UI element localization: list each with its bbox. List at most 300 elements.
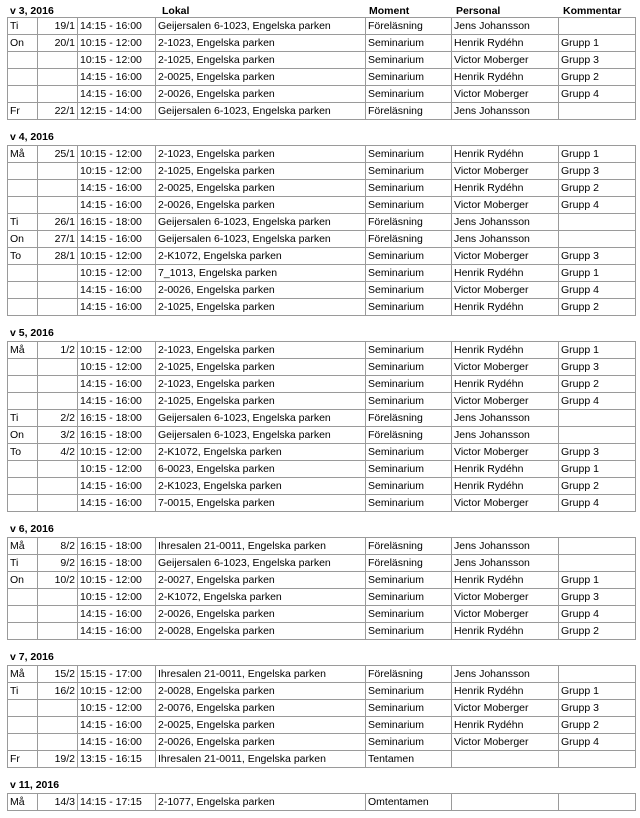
time-cell: 10:15 - 12:00: [78, 248, 156, 265]
moment-cell: Seminarium: [366, 265, 452, 282]
room-cell: 2-0026, Engelska parken: [156, 606, 366, 623]
room-cell: 2-1023, Engelska parken: [156, 376, 366, 393]
personal-cell: Henrik Rydéhn: [452, 623, 559, 640]
moment-cell: Föreläsning: [366, 103, 452, 120]
date-cell: 8/2: [38, 538, 78, 555]
room-cell: Geijersalen 6-1023, Engelska parken: [156, 231, 366, 248]
comment-cell: [559, 231, 636, 248]
moment-cell: Seminarium: [366, 35, 452, 52]
day-cell: Ti: [8, 18, 38, 35]
comment-cell: Grupp 4: [559, 495, 636, 512]
comment-cell: Grupp 3: [559, 52, 636, 69]
time-cell: 15:15 - 17:00: [78, 666, 156, 683]
comment-cell: Grupp 2: [559, 376, 636, 393]
date-cell: [38, 265, 78, 282]
date-cell: [38, 376, 78, 393]
date-cell: 22/1: [38, 103, 78, 120]
personal-cell: Henrik Rydéhn: [452, 299, 559, 316]
day-cell: Ti: [8, 214, 38, 231]
moment-cell: Seminarium: [366, 623, 452, 640]
room-cell: 2-1025, Engelska parken: [156, 359, 366, 376]
table-row: [8, 69, 636, 86]
table-row: [8, 342, 636, 359]
time-cell: 10:15 - 12:00: [78, 35, 156, 52]
time-cell: 16:15 - 18:00: [78, 214, 156, 231]
time-cell: 14:15 - 16:00: [78, 717, 156, 734]
table-row: [8, 751, 636, 768]
date-cell: [38, 461, 78, 478]
date-cell: [38, 86, 78, 103]
table-row: [8, 18, 636, 35]
header-moment: Moment: [369, 5, 410, 17]
room-cell: 7-0015, Engelska parken: [156, 495, 366, 512]
comment-cell: [559, 103, 636, 120]
date-cell: 25/1: [38, 146, 78, 163]
time-cell: 14:15 - 16:00: [78, 606, 156, 623]
comment-cell: Grupp 2: [559, 478, 636, 495]
moment-cell: Seminarium: [366, 393, 452, 410]
moment-cell: Tentamen: [366, 751, 452, 768]
personal-cell: Victor Moberger: [452, 197, 559, 214]
personal-cell: Victor Moberger: [452, 495, 559, 512]
date-cell: 16/2: [38, 683, 78, 700]
time-cell: 10:15 - 12:00: [78, 342, 156, 359]
personal-cell: Jens Johansson: [452, 18, 559, 35]
room-cell: 2-1023, Engelska parken: [156, 342, 366, 359]
time-cell: 10:15 - 12:00: [78, 163, 156, 180]
time-cell: 10:15 - 12:00: [78, 52, 156, 69]
comment-cell: Grupp 3: [559, 700, 636, 717]
table-row: [8, 700, 636, 717]
personal-cell: Victor Moberger: [452, 589, 559, 606]
day-cell: Ti: [8, 555, 38, 572]
personal-cell: Henrik Rydéhn: [452, 69, 559, 86]
moment-cell: Seminarium: [366, 197, 452, 214]
table-row: [8, 282, 636, 299]
time-cell: 10:15 - 12:00: [78, 146, 156, 163]
table-row: [8, 214, 636, 231]
day-cell: [8, 606, 38, 623]
day-cell: Må: [8, 794, 38, 811]
personal-cell: Jens Johansson: [452, 538, 559, 555]
time-cell: 14:15 - 16:00: [78, 231, 156, 248]
day-cell: [8, 359, 38, 376]
personal-cell: Henrik Rydéhn: [452, 146, 559, 163]
moment-cell: Föreläsning: [366, 214, 452, 231]
room-cell: 2-0025, Engelska parken: [156, 180, 366, 197]
date-cell: [38, 495, 78, 512]
day-cell: On: [8, 231, 38, 248]
day-cell: [8, 717, 38, 734]
day-cell: [8, 282, 38, 299]
comment-cell: Grupp 3: [559, 359, 636, 376]
table-row: [8, 197, 636, 214]
day-cell: Må: [8, 538, 38, 555]
week-title: v 11, 2016: [10, 779, 60, 791]
day-cell: [8, 734, 38, 751]
comment-cell: [559, 538, 636, 555]
personal-cell: [452, 751, 559, 768]
comment-cell: Grupp 1: [559, 342, 636, 359]
date-cell: 14/3: [38, 794, 78, 811]
personal-cell: Henrik Rydéhn: [452, 180, 559, 197]
weeks-container: [0, 17, 640, 811]
time-cell: 14:15 - 17:15: [78, 794, 156, 811]
week-spacer: [0, 120, 640, 129]
personal-cell: Jens Johansson: [452, 103, 559, 120]
table-row: [8, 623, 636, 640]
table-row: [8, 717, 636, 734]
table-row: [8, 359, 636, 376]
comment-cell: Grupp 4: [559, 393, 636, 410]
comment-cell: Grupp 2: [559, 69, 636, 86]
time-cell: 16:15 - 18:00: [78, 410, 156, 427]
day-cell: [8, 52, 38, 69]
personal-cell: Henrik Rydéhn: [452, 717, 559, 734]
table-row: [8, 589, 636, 606]
week-title: v 5, 2016: [10, 327, 54, 339]
personal-cell: Henrik Rydéhn: [452, 35, 559, 52]
date-cell: 1/2: [38, 342, 78, 359]
moment-cell: Seminarium: [366, 248, 452, 265]
date-cell: 10/2: [38, 572, 78, 589]
comment-cell: Grupp 1: [559, 35, 636, 52]
table-row: [8, 180, 636, 197]
day-cell: On: [8, 35, 38, 52]
table-row: [8, 299, 636, 316]
moment-cell: Seminarium: [366, 717, 452, 734]
time-cell: 10:15 - 12:00: [78, 572, 156, 589]
day-cell: [8, 265, 38, 282]
date-cell: [38, 180, 78, 197]
moment-cell: Seminarium: [366, 461, 452, 478]
comment-cell: Grupp 3: [559, 444, 636, 461]
time-cell: 14:15 - 16:00: [78, 478, 156, 495]
table-row: [8, 393, 636, 410]
personal-cell: Jens Johansson: [452, 410, 559, 427]
personal-cell: Victor Moberger: [452, 734, 559, 751]
date-cell: [38, 589, 78, 606]
personal-cell: Victor Moberger: [452, 52, 559, 69]
day-cell: [8, 376, 38, 393]
day-cell: Må: [8, 146, 38, 163]
time-cell: 10:15 - 12:00: [78, 683, 156, 700]
moment-cell: Seminarium: [366, 282, 452, 299]
comment-cell: Grupp 1: [559, 265, 636, 282]
time-cell: 14:15 - 16:00: [78, 376, 156, 393]
date-cell: [38, 734, 78, 751]
table-row: [8, 231, 636, 248]
date-cell: 28/1: [38, 248, 78, 265]
room-cell: Geijersalen 6-1023, Engelska parken: [156, 410, 366, 427]
header-personal: Personal: [456, 5, 501, 17]
comment-cell: [559, 18, 636, 35]
moment-cell: Föreläsning: [366, 18, 452, 35]
comment-cell: Grupp 4: [559, 86, 636, 103]
week-table: [7, 145, 636, 316]
time-cell: 14:15 - 16:00: [78, 282, 156, 299]
personal-cell: Victor Moberger: [452, 163, 559, 180]
day-cell: [8, 495, 38, 512]
date-cell: [38, 163, 78, 180]
time-cell: 14:15 - 16:00: [78, 299, 156, 316]
personal-cell: Jens Johansson: [452, 214, 559, 231]
comment-cell: [559, 794, 636, 811]
room-cell: 2-0076, Engelska parken: [156, 700, 366, 717]
date-cell: 26/1: [38, 214, 78, 231]
room-cell: 2-1023, Engelska parken: [156, 146, 366, 163]
comment-cell: Grupp 4: [559, 197, 636, 214]
table-row: [8, 265, 636, 282]
table-row: [8, 478, 636, 495]
comment-cell: Grupp 4: [559, 734, 636, 751]
room-cell: 2-1025, Engelska parken: [156, 163, 366, 180]
room-cell: 2-0026, Engelska parken: [156, 734, 366, 751]
table-row: [8, 248, 636, 265]
room-cell: 2-1077, Engelska parken: [156, 794, 366, 811]
comment-cell: [559, 555, 636, 572]
day-cell: Må: [8, 342, 38, 359]
day-cell: [8, 393, 38, 410]
table-row: [8, 461, 636, 478]
day-cell: Fr: [8, 751, 38, 768]
moment-cell: Föreläsning: [366, 427, 452, 444]
comment-cell: Grupp 1: [559, 572, 636, 589]
table-row: [8, 555, 636, 572]
comment-cell: [559, 214, 636, 231]
table-row: [8, 35, 636, 52]
time-cell: 10:15 - 12:00: [78, 265, 156, 282]
day-cell: [8, 623, 38, 640]
moment-cell: Föreläsning: [366, 555, 452, 572]
moment-cell: Seminarium: [366, 69, 452, 86]
moment-cell: Omtentamen: [366, 794, 452, 811]
table-row: [8, 538, 636, 555]
date-cell: [38, 606, 78, 623]
moment-cell: Seminarium: [366, 163, 452, 180]
room-cell: 6-0023, Engelska parken: [156, 461, 366, 478]
moment-cell: Seminarium: [366, 478, 452, 495]
room-cell: 2-0026, Engelska parken: [156, 197, 366, 214]
comment-cell: Grupp 2: [559, 717, 636, 734]
room-cell: 2-0025, Engelska parken: [156, 717, 366, 734]
day-cell: [8, 197, 38, 214]
table-row: [8, 734, 636, 751]
personal-cell: Henrik Rydéhn: [452, 572, 559, 589]
week-title: v 4, 2016: [10, 131, 54, 143]
moment-cell: Seminarium: [366, 146, 452, 163]
personal-cell: Jens Johansson: [452, 555, 559, 572]
day-cell: [8, 69, 38, 86]
date-cell: [38, 717, 78, 734]
moment-cell: Seminarium: [366, 606, 452, 623]
time-cell: 12:15 - 14:00: [78, 103, 156, 120]
personal-cell: Victor Moberger: [452, 444, 559, 461]
personal-cell: Victor Moberger: [452, 606, 559, 623]
date-cell: 2/2: [38, 410, 78, 427]
personal-cell: Jens Johansson: [452, 427, 559, 444]
day-cell: Må: [8, 666, 38, 683]
comment-cell: Grupp 4: [559, 282, 636, 299]
moment-cell: Seminarium: [366, 444, 452, 461]
comment-cell: [559, 410, 636, 427]
time-cell: 14:15 - 16:00: [78, 18, 156, 35]
room-cell: 2-K1072, Engelska parken: [156, 248, 366, 265]
personal-cell: Henrik Rydéhn: [452, 376, 559, 393]
date-cell: 20/1: [38, 35, 78, 52]
table-row: [8, 52, 636, 69]
personal-cell: Jens Johansson: [452, 666, 559, 683]
time-cell: 14:15 - 16:00: [78, 734, 156, 751]
table-row: [8, 572, 636, 589]
time-cell: 16:15 - 18:00: [78, 538, 156, 555]
week-table: [7, 17, 636, 120]
moment-cell: Seminarium: [366, 376, 452, 393]
room-cell: Ihresalen 21-0011, Engelska parken: [156, 666, 366, 683]
time-cell: 10:15 - 12:00: [78, 461, 156, 478]
date-cell: [38, 299, 78, 316]
personal-cell: Henrik Rydéhn: [452, 342, 559, 359]
table-row: [8, 683, 636, 700]
table-row: [8, 606, 636, 623]
comment-cell: Grupp 1: [559, 683, 636, 700]
date-cell: [38, 478, 78, 495]
time-cell: 14:15 - 16:00: [78, 69, 156, 86]
room-cell: Geijersalen 6-1023, Engelska parken: [156, 555, 366, 572]
time-cell: 14:15 - 16:00: [78, 86, 156, 103]
moment-cell: Föreläsning: [366, 410, 452, 427]
time-cell: 10:15 - 12:00: [78, 700, 156, 717]
day-cell: [8, 461, 38, 478]
room-cell: Geijersalen 6-1023, Engelska parken: [156, 18, 366, 35]
moment-cell: Seminarium: [366, 589, 452, 606]
room-cell: 2-0028, Engelska parken: [156, 623, 366, 640]
week-spacer: [0, 768, 640, 777]
date-cell: [38, 52, 78, 69]
day-cell: [8, 478, 38, 495]
personal-cell: Henrik Rydéhn: [452, 478, 559, 495]
comment-cell: Grupp 2: [559, 299, 636, 316]
table-row: [8, 86, 636, 103]
date-cell: [38, 623, 78, 640]
date-cell: 27/1: [38, 231, 78, 248]
date-cell: [38, 700, 78, 717]
week-table: [7, 341, 636, 512]
day-cell: On: [8, 572, 38, 589]
personal-cell: Victor Moberger: [452, 700, 559, 717]
room-cell: 2-0026, Engelska parken: [156, 86, 366, 103]
room-cell: Ihresalen 21-0011, Engelska parken: [156, 751, 366, 768]
day-cell: [8, 86, 38, 103]
room-cell: 2-0027, Engelska parken: [156, 572, 366, 589]
comment-cell: Grupp 2: [559, 180, 636, 197]
day-cell: On: [8, 427, 38, 444]
day-cell: [8, 589, 38, 606]
table-row: [8, 495, 636, 512]
comment-cell: Grupp 3: [559, 248, 636, 265]
room-cell: Ihresalen 21-0011, Engelska parken: [156, 538, 366, 555]
table-row: [8, 794, 636, 811]
time-cell: 14:15 - 16:00: [78, 623, 156, 640]
room-cell: Geijersalen 6-1023, Engelska parken: [156, 427, 366, 444]
personal-cell: Henrik Rydéhn: [452, 461, 559, 478]
header-kommentar: Kommentar: [563, 5, 622, 17]
column-header-row: [0, 0, 640, 17]
day-cell: [8, 163, 38, 180]
time-cell: 10:15 - 12:00: [78, 589, 156, 606]
week-spacer: [0, 640, 640, 649]
day-cell: Fr: [8, 103, 38, 120]
comment-cell: Grupp 3: [559, 163, 636, 180]
week-spacer: [0, 512, 640, 521]
time-cell: 16:15 - 18:00: [78, 427, 156, 444]
day-cell: [8, 180, 38, 197]
table-row: [8, 666, 636, 683]
day-cell: [8, 299, 38, 316]
moment-cell: Seminarium: [366, 180, 452, 197]
time-cell: 16:15 - 18:00: [78, 555, 156, 572]
room-cell: 7_1013, Engelska parken: [156, 265, 366, 282]
moment-cell: Föreläsning: [366, 666, 452, 683]
room-cell: 2-0028, Engelska parken: [156, 683, 366, 700]
day-cell: Ti: [8, 683, 38, 700]
personal-cell: Jens Johansson: [452, 231, 559, 248]
time-cell: 14:15 - 16:00: [78, 180, 156, 197]
room-cell: 2-1025, Engelska parken: [156, 393, 366, 410]
time-cell: 14:15 - 16:00: [78, 495, 156, 512]
week-title: v 6, 2016: [10, 523, 54, 535]
personal-cell: Victor Moberger: [452, 248, 559, 265]
personal-cell: [452, 794, 559, 811]
moment-cell: Seminarium: [366, 734, 452, 751]
comment-cell: Grupp 4: [559, 606, 636, 623]
comment-cell: Grupp 1: [559, 461, 636, 478]
date-cell: 19/1: [38, 18, 78, 35]
moment-cell: Seminarium: [366, 52, 452, 69]
table-row: [8, 103, 636, 120]
moment-cell: Seminarium: [366, 683, 452, 700]
week-table: [7, 665, 636, 768]
table-row: [8, 146, 636, 163]
time-cell: 13:15 - 16:15: [78, 751, 156, 768]
time-cell: 14:15 - 16:00: [78, 197, 156, 214]
moment-cell: Seminarium: [366, 86, 452, 103]
moment-cell: Seminarium: [366, 572, 452, 589]
moment-cell: Föreläsning: [366, 231, 452, 248]
week-title: v 7, 2016: [10, 651, 54, 663]
time-cell: 10:15 - 12:00: [78, 444, 156, 461]
day-cell: To: [8, 444, 38, 461]
date-cell: 4/2: [38, 444, 78, 461]
comment-cell: [559, 751, 636, 768]
table-row: [8, 427, 636, 444]
time-cell: 10:15 - 12:00: [78, 359, 156, 376]
date-cell: 3/2: [38, 427, 78, 444]
room-cell: 2-1025, Engelska parken: [156, 299, 366, 316]
room-cell: 2-K1072, Engelska parken: [156, 589, 366, 606]
date-cell: 9/2: [38, 555, 78, 572]
personal-cell: Henrik Rydéhn: [452, 265, 559, 282]
comment-cell: [559, 666, 636, 683]
date-cell: [38, 282, 78, 299]
day-cell: [8, 700, 38, 717]
comment-cell: Grupp 3: [559, 589, 636, 606]
date-cell: 15/2: [38, 666, 78, 683]
comment-cell: Grupp 2: [559, 623, 636, 640]
room-cell: 2-1025, Engelska parken: [156, 52, 366, 69]
comment-cell: Grupp 1: [559, 146, 636, 163]
day-cell: Ti: [8, 410, 38, 427]
